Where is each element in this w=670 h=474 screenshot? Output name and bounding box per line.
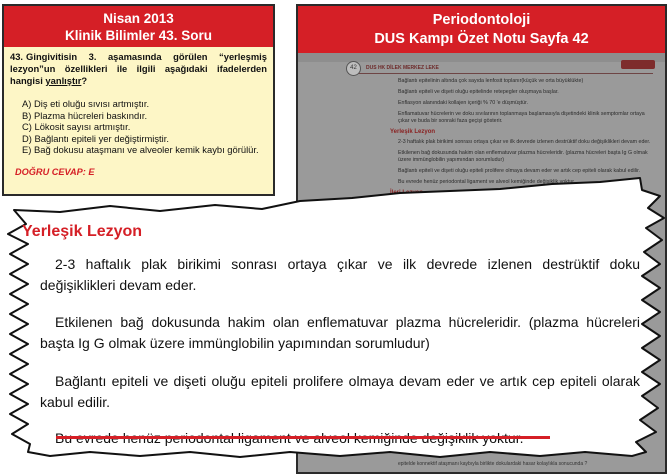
question-number: 43. — [10, 51, 24, 62]
page-paragraph: Etkilenen bağ dokusunda hakim olan enflematuvar plazma hücreleridir. (plazma hücreleri başta Ig G olmak üzere immünglobilin yapımından sorumludur) — [398, 150, 648, 163]
callout-paragraph-3: Bağlantı epiteli ve dişeti oluğu epiteli prolifere olmaya devam eder ve artık cep epiteli olarak kabul edilir. — [40, 373, 640, 410]
question-underlined-word: yanlıştır — [45, 75, 82, 86]
callout-title: Yerleşik Lezyon — [22, 223, 143, 240]
page-paragraph: Bağlantı epiteli ve dişeti oluğu epiteli prolifere olmaya devam eder ve artık cep epiteli olarak kabul edilir. — [398, 168, 641, 174]
page-paragraph: Bağlantı epitelinin altında çok sayıda lenfosit toplanır(küçük ve orta büyüklükte) — [398, 78, 584, 84]
page-paragraph: Bu evrede henüz periodontal ligament ve alveol kemiğinde değişiklik yoktur. — [398, 179, 576, 185]
exam-date: Nisan 2013 — [103, 11, 174, 26]
option-e: E) Bağ dokusu ataşmanı ve alveoler kemik kaybı görülür. — [22, 144, 259, 156]
page-paragraph: Enflamatuvar hücrelerin ve doku sıvılarının toplanmaya başlamasıyla dişetindeki klinik semptomlar ortaya çıkar ve buda bir sonraki faza geçişi gösterir. — [398, 111, 645, 124]
question-stem: Gingivitisin 3. aşamasında görülen “yerleşmiş lezyon”un özellikleri ile ilgili aşağıdaki ifadelerden hangisi — [10, 51, 267, 86]
callout-paragraph-1: 2-3 haftalık plak birikimi sonrası ortaya çıkar ve ilk devrede izlenen destrüktif doku değişiklikleri devam eder. — [40, 256, 640, 293]
question-mark: ? — [81, 75, 88, 86]
summary-subject: Periodontoloji — [432, 12, 531, 28]
option-b: B) Plazma hücreleri baskındır. — [22, 109, 148, 121]
page-paragraph: Bağlantı epiteli ve dişeti oluğu epitelinde retepegler oluşmaya başlar. — [398, 89, 559, 95]
page-header-tag: DUS HK DİLEK MERKEZ LEKE — [366, 65, 439, 71]
page-paragraph: Enflasyon alanındaki kollajen içeriği % 70 'e düşmüştür. — [398, 100, 528, 106]
page-number-badge: 42 — [346, 61, 361, 76]
callout-paragraph-2: Etkilenen bağ dokusunda hakim olan enflematuvar plazma hücreleridir. (plazma hücreleri başta Ig G olmak üzere immünglobilin yapımından sorumludur) — [40, 314, 640, 351]
option-c: C) Lökosit sayısı artmıştır. — [22, 121, 131, 133]
option-a: A) Diş eti oluğu sıvısı artmıştır. — [22, 98, 150, 109]
option-d: D) Bağlantı epiteli yer değiştirmiştir. — [22, 132, 169, 144]
exam-question-title: Klinik Bilimler 43. Soru — [64, 28, 213, 43]
summary-page-title: DUS Kampı Özet Notu Sayfa 42 — [374, 31, 589, 47]
callout-content — [22, 222, 640, 449]
callout-highlight-underline — [56, 436, 550, 439]
page-paragraph: 2-3 haftalık plak birikimi sonrası ortaya çıkar ve ilk devrede izlenen destrüktif doku değişiklikleri devam eder. — [398, 139, 651, 145]
page-footer-text: epitelde konnektif ataşmanı kaybıyla birlikte dokulardaki hasar kolaylıkla sonucunda ? — [398, 461, 588, 467]
page-heading: Yerleşik Lezyon — [390, 129, 436, 135]
correct-answer: DOĞRU CEVAP: E — [15, 166, 95, 177]
